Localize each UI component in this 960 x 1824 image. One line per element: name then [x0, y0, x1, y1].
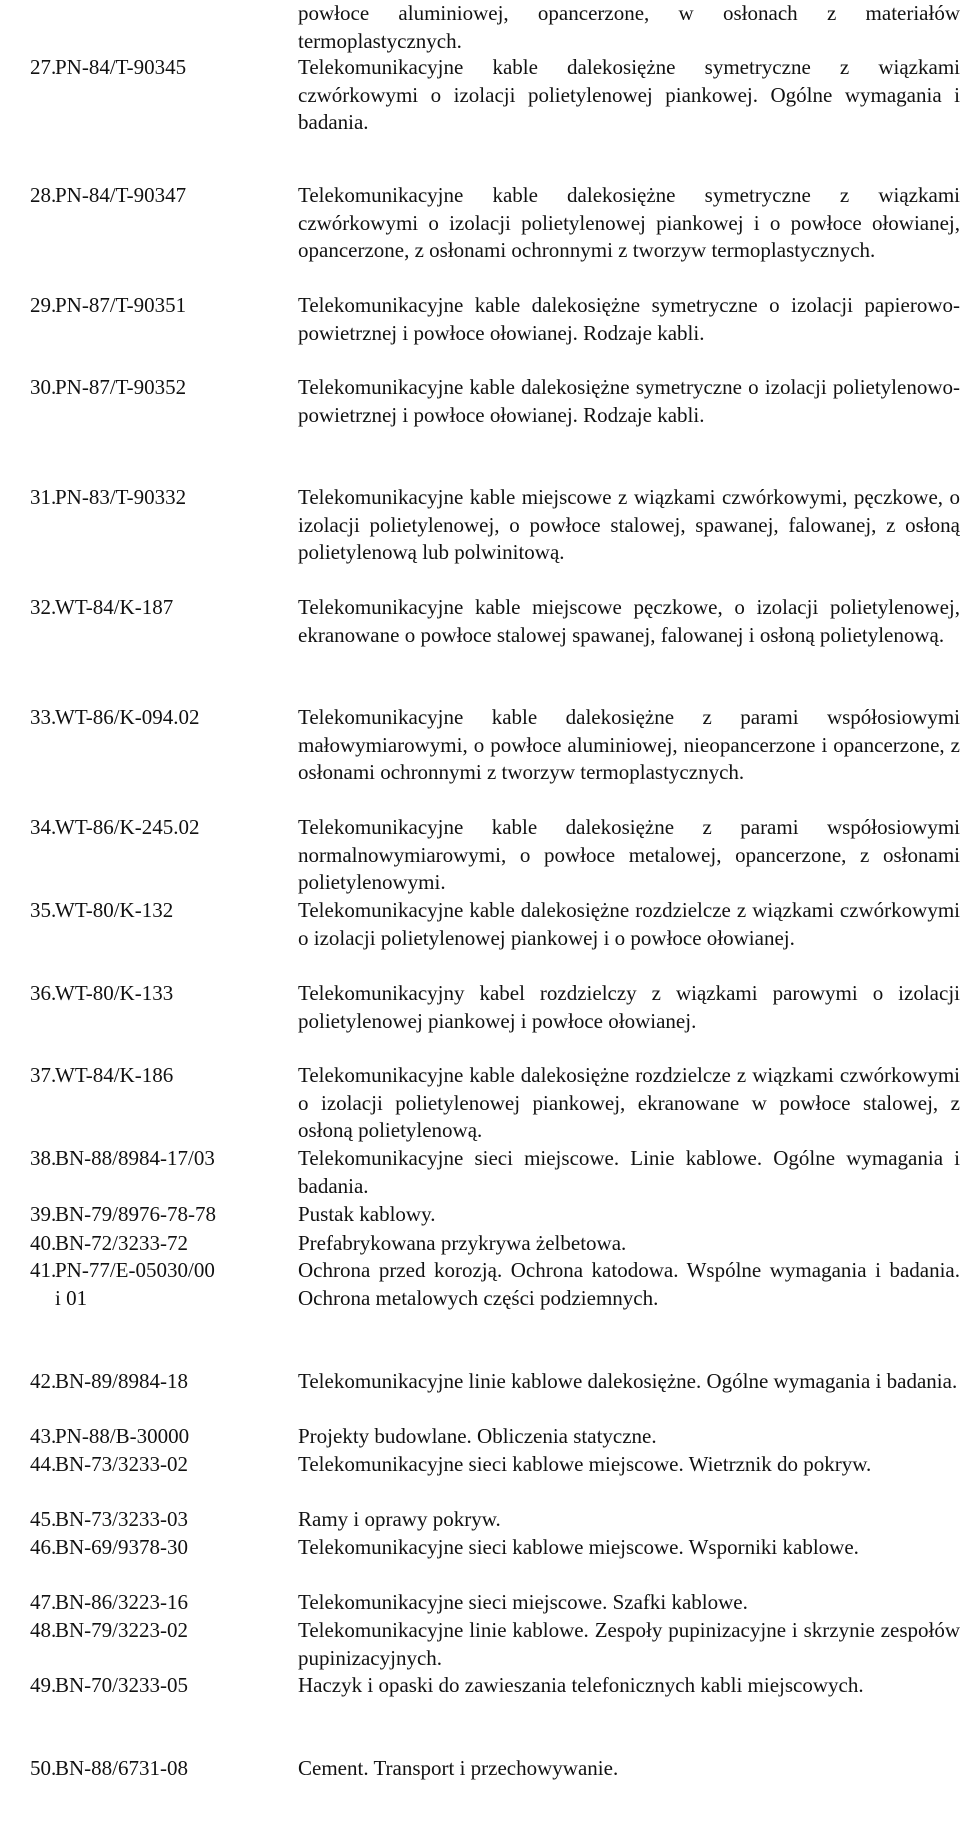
entry-number: 36.	[30, 981, 57, 1005]
standard-code: PN-87/T-90351	[55, 293, 187, 317]
standard-title: Ochrona przed korozją. Ochrona katodowa. Wspólne wymagania i badania. Ochrona metalowych części podziemnych.	[298, 1258, 960, 1310]
standard-code: BN-73/3233-02	[55, 1452, 188, 1476]
standard-code: PN-88/B-30000	[55, 1424, 190, 1448]
standard-title: Telekomunikacyjne kable miejscowe pęczkowe, o izolacji polietylenowej, ekranowane o powłoce stalowej spawanej, falowanej i osłoną polietylenową.	[298, 595, 960, 647]
standard-code: BN-88/6731-08	[55, 1756, 188, 1780]
entry-number: 32.	[30, 595, 57, 619]
standard-code: WT-86/K-245.02	[55, 815, 200, 839]
standard-code: PN-84/T-90347	[55, 183, 187, 207]
standard-title: Telekomunikacyjne kable miejscowe z wiązkami czwórkowymi, pęczkowe, o izolacji polietylenowej, o powłoce stalowej, spawanej, falowanej, z osłoną polietylenową lub polwinitową.	[298, 485, 960, 565]
standard-code: BN-72/3233-72	[55, 1231, 188, 1255]
standard-title: Telekomunikacyjne kable dalekosiężne z parami współosiowymi małowymiarowymi, o powłoce aluminiowej, nieopancerzone i opancerzone, z osłonami ochronnymi z tworzyw termoplastycznych.	[298, 705, 960, 785]
entry-number: 49.	[30, 1673, 57, 1697]
standard-title: Telekomunikacyjne kable dalekosiężne symetryczne o izolacji polietylenowo-powietrznej i powłoce ołowianej. Rodzaje kabli.	[298, 375, 960, 427]
standard-code: BN-89/8984-18	[55, 1369, 188, 1393]
entry-number: 34.	[30, 815, 57, 839]
entry-number: 41.	[30, 1258, 57, 1282]
standard-title: Telekomunikacyjne kable dalekosiężne z parami współosiowymi normalnowymiarowymi, o powłoce metalowej, opancerzone, z osłonami polietylenowymi.	[298, 815, 960, 895]
standard-title: Telekomunikacyjne kable dalekosiężne rozdzielcze z wiązkami czwórkowymi o izolacji polietylenowej piankowej, ekranowane w powłoce stalowej, z osłoną polietylenową.	[298, 1063, 960, 1143]
entry-number: 44.	[30, 1452, 57, 1476]
standard-code: WT-84/K-187	[55, 595, 174, 619]
intro-text: powłoce aluminiowej, opancerzone, w osłonach z materiałów termoplastycznych.	[298, 1, 960, 53]
standard-title: Telekomunikacyjne sieci miejscowe. Szafki kablowe.	[298, 1590, 748, 1614]
standard-title: Telekomunikacyjny kabel rozdzielczy z wiązkami parowymi o izolacji polietylenowej piankowej i powłoce ołowianej.	[298, 981, 960, 1033]
standard-title: Ramy i oprawy pokryw.	[298, 1507, 501, 1531]
standard-code: BN-88/8984-17/03	[55, 1146, 215, 1170]
entry-number: 33.	[30, 705, 57, 729]
entry-number: 42.	[30, 1369, 57, 1393]
standard-code: WT-86/K-094.02	[55, 705, 200, 729]
entry-number: 27.	[30, 55, 57, 79]
entry-number: 47.	[30, 1590, 57, 1614]
entry-number: 31.	[30, 485, 57, 509]
entry-number: 43.	[30, 1424, 57, 1448]
entry-number: 28.	[30, 183, 57, 207]
standard-title: Haczyk i opaski do zawieszania telefonicznych kabli miejscowych.	[298, 1673, 864, 1697]
entry-number: 37.	[30, 1063, 57, 1087]
standard-code: WT-80/K-133	[55, 981, 174, 1005]
standard-code: BN-79/8976-78-78	[55, 1202, 216, 1226]
standard-title: Pustak kablowy.	[298, 1202, 436, 1226]
standard-title: Telekomunikacyjne linie kablowe dalekosiężne. Ogólne wymagania i badania.	[298, 1369, 958, 1393]
standard-title: Prefabrykowana przykrywa żelbetowa.	[298, 1231, 627, 1255]
standard-title: Cement. Transport i przechowywanie.	[298, 1756, 619, 1780]
entry-number: 38.	[30, 1146, 57, 1170]
standard-title: Telekomunikacyjne sieci kablowe miejscowe. Wsporniki kablowe.	[298, 1535, 859, 1559]
standard-title: Projekty budowlane. Obliczenia statyczne.	[298, 1424, 657, 1448]
standard-title: Telekomunikacyjne kable dalekosiężne symetryczne z wiązkami czwórkowymi o izolacji polietylenowej piankowej. Ogólne wymagania i badania.	[298, 55, 960, 135]
standard-code: BN-69/9378-30	[55, 1535, 188, 1559]
entry-number: 46.	[30, 1535, 57, 1559]
standard-code: WT-80/K-132	[55, 898, 174, 922]
standard-code: PN-87/T-90352	[55, 375, 187, 399]
standard-code: PN-83/T-90332	[55, 485, 187, 509]
entry-number: 29.	[30, 293, 57, 317]
standard-title: Telekomunikacyjne kable dalekosiężne symetryczne o izolacji papierowo-powietrznej i powłoce ołowianej. Rodzaje kabli.	[298, 293, 960, 345]
entry-number: 40.	[30, 1231, 57, 1255]
standard-title: Telekomunikacyjne sieci kablowe miejscowe. Wietrznik do pokryw.	[298, 1452, 872, 1476]
entry-number: 30.	[30, 375, 57, 399]
standard-title: Telekomunikacyjne kable dalekosiężne symetryczne z wiązkami czwórkowymi o izolacji polietylenowej piankowej i o powłoce ołowianej, opancerzone, z osłonami ochronnymi z tworzyw termoplastycznych.	[298, 183, 960, 263]
standard-code: PN-77/E-05030/00 i 01	[55, 1258, 215, 1310]
standard-title: Telekomunikacyjne sieci miejscowe. Linie kablowe. Ogólne wymagania i badania.	[298, 1146, 960, 1198]
standard-code: WT-84/K-186	[55, 1063, 174, 1087]
entry-number: 39.	[30, 1202, 57, 1226]
standard-code: PN-84/T-90345	[55, 55, 187, 79]
standard-code: BN-73/3233-03	[55, 1507, 188, 1531]
entry-number: 50.	[30, 1756, 57, 1780]
entry-number: 45.	[30, 1507, 57, 1531]
standard-title: Telekomunikacyjne linie kablowe. Zespoły pupinizacyjne i skrzynie zespołów pupinizacyjnych.	[298, 1618, 960, 1670]
entry-number: 35.	[30, 898, 57, 922]
entry-number: 48.	[30, 1618, 57, 1642]
standard-code: BN-79/3223-02	[55, 1618, 188, 1642]
standard-code: BN-86/3223-16	[55, 1590, 188, 1614]
standard-code: BN-70/3233-05	[55, 1673, 188, 1697]
standard-title: Telekomunikacyjne kable dalekosiężne rozdzielcze z wiązkami czwórkowymi o izolacji polietylenowej piankowej i o powłoce ołowianej.	[298, 898, 960, 950]
